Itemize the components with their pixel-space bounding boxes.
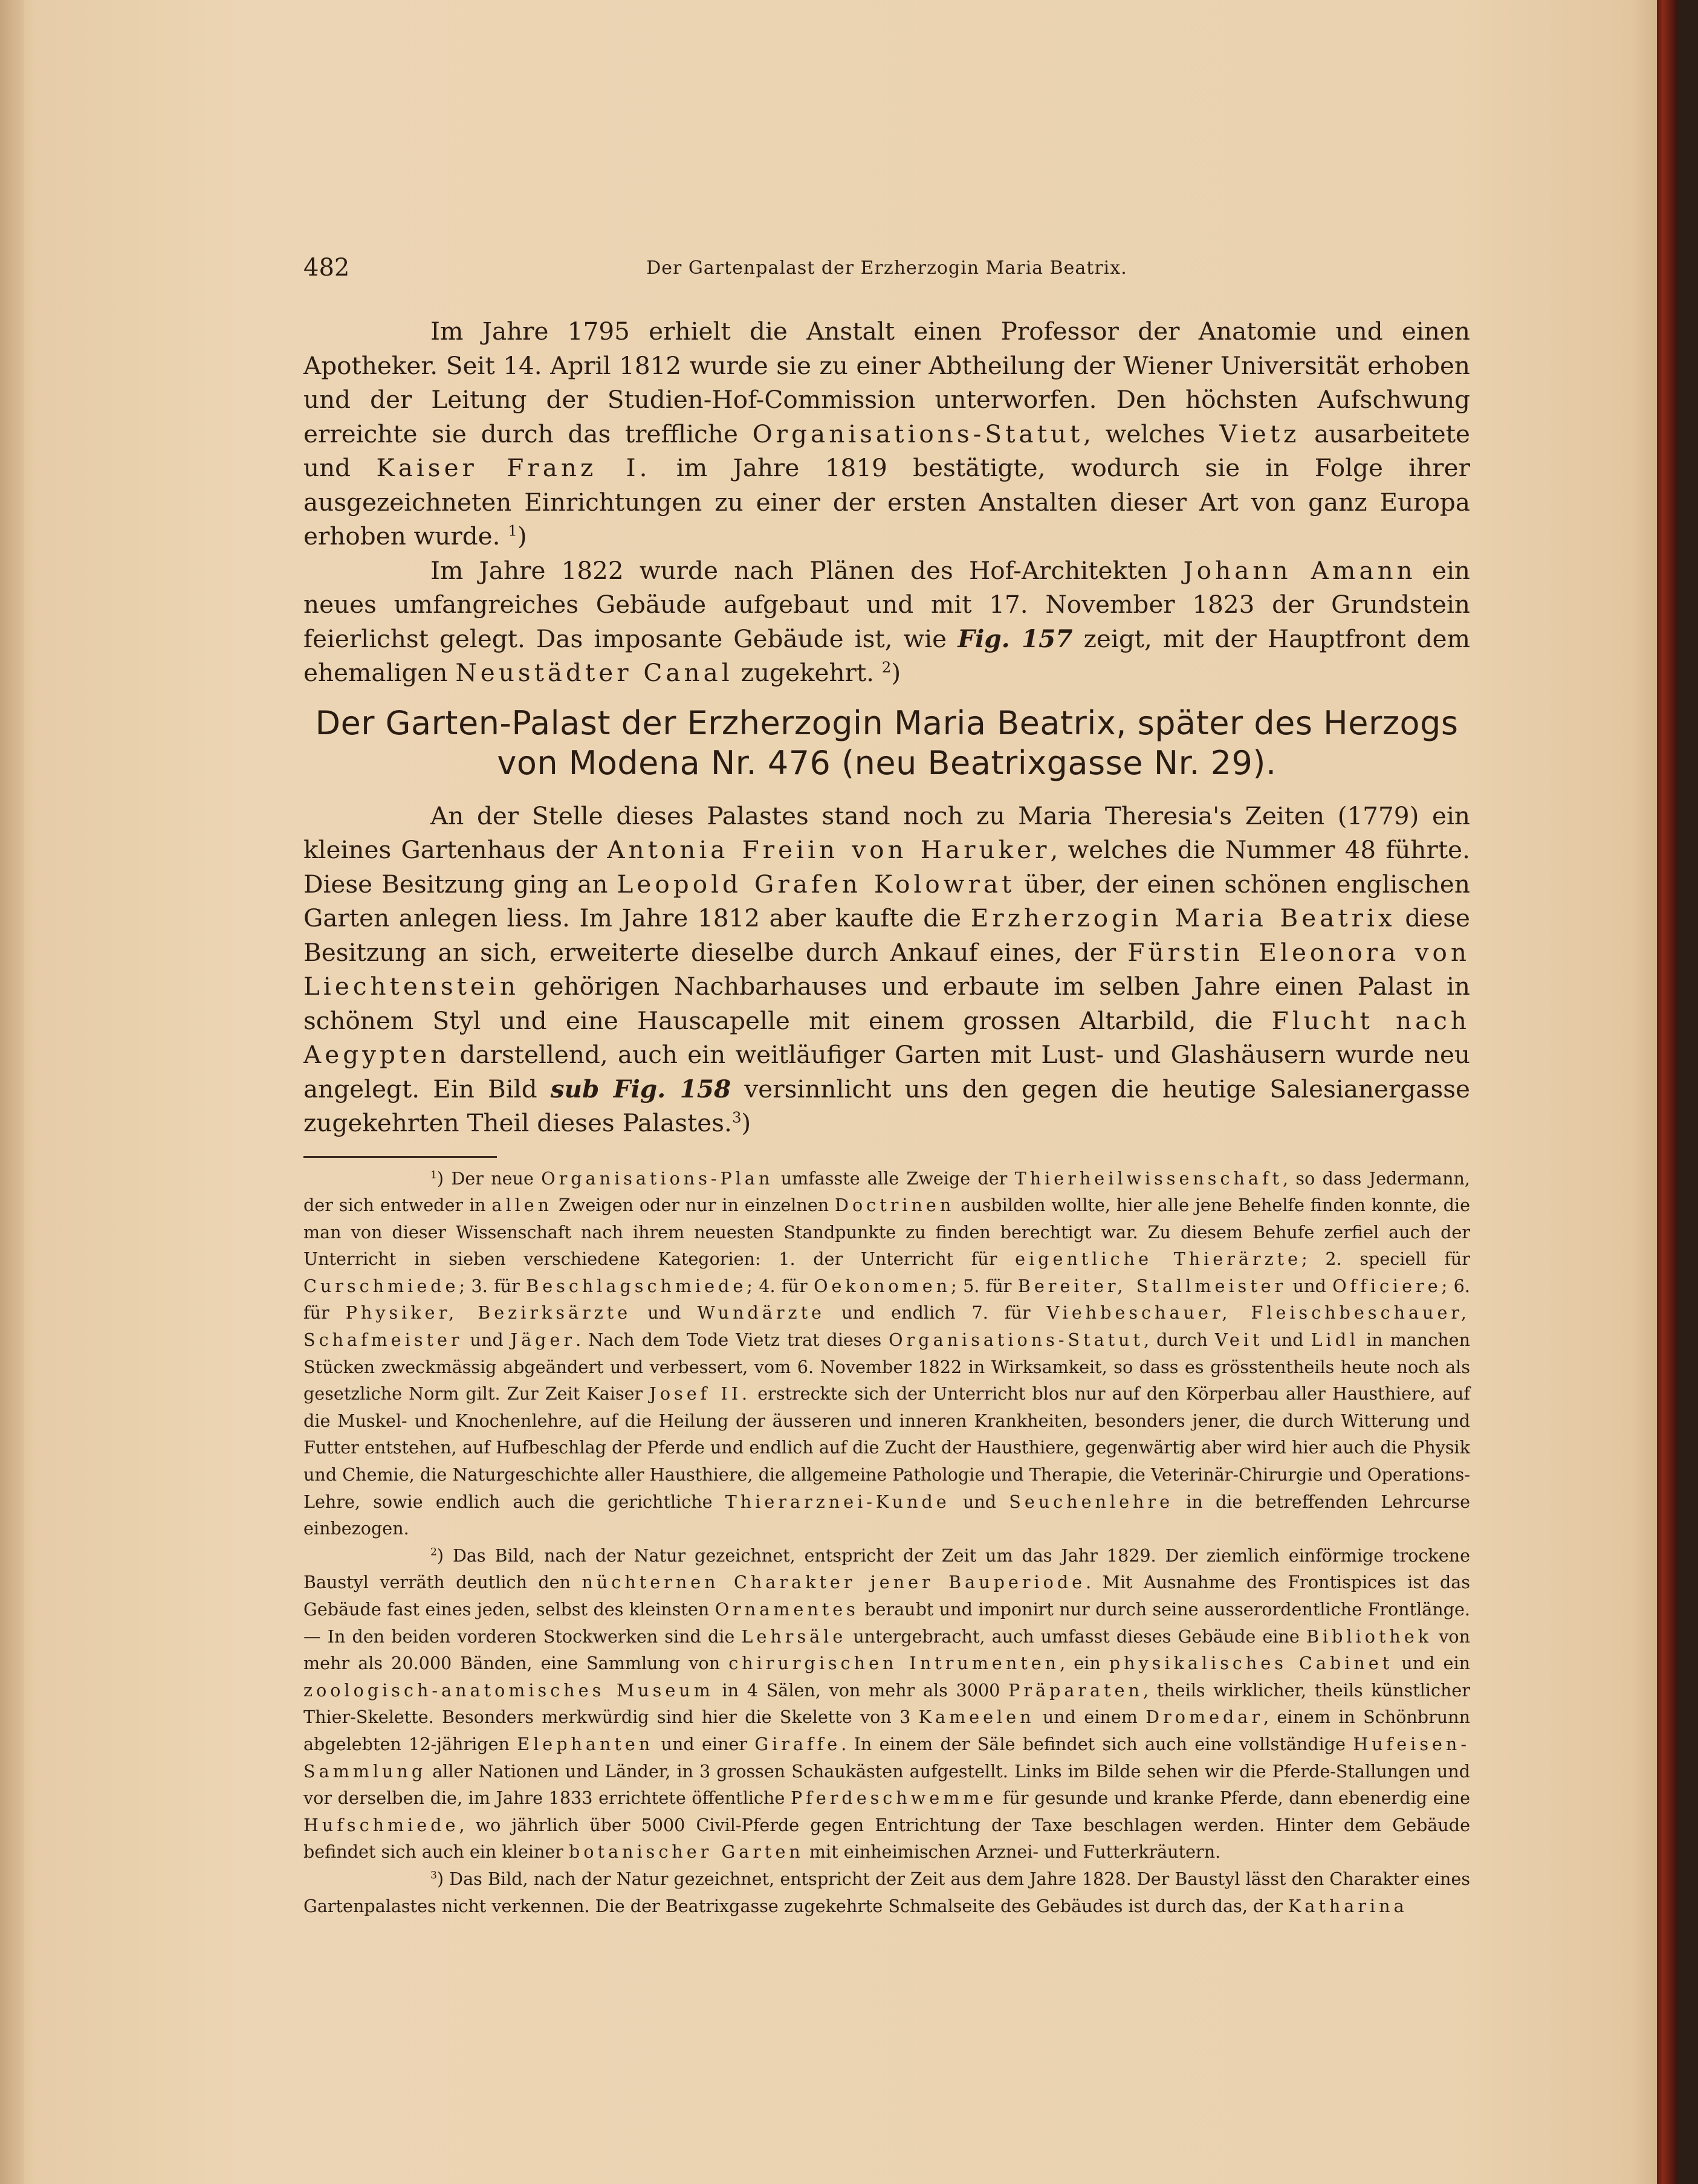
heading-line-2: von Modena Nr. 476 (neu Beatrixgasse Nr. 29). bbox=[497, 743, 1277, 782]
spaced-term: Ornamentes bbox=[715, 1599, 859, 1620]
text: erstreckte sich der Unterricht blos nur auf den Körperbau aller Hausthiere, auf die Muskel- und Knochenlehre, auf die Heilung der äusseren und inneren Krankheiten, besonders jener, die durch Witterung und Futter entstehen, auf Hufbeschlag der Pferde und endlich auf die Zucht der Hausthiere, gegenwärtig aber wird hier auch die Physik und Chemie, die Naturgeschichte aller Hausthiere, die allgemeine Pathologie und Therapie, die Veterinär-Chirurgie und Operations-Lehre, sowie endlich auch die gerichtliche bbox=[303, 1383, 1470, 1512]
text: ) bbox=[891, 658, 901, 687]
text: Im Jahre 1822 wurde nach Plänen des Hof-Architekten bbox=[430, 555, 1184, 585]
spaced-term: Physiker, Bezirksärzte bbox=[345, 1302, 632, 1323]
spaced-name: Leopold Grafen Kolowrat bbox=[617, 869, 1016, 899]
text: ein neues umfangreiches Gebäude aufgebaut und mit 17. November 1823 der Grundstein feierlichst gelegt. Das imposante Gebäude ist, wie bbox=[303, 555, 1470, 653]
text: ) Der neue bbox=[436, 1168, 542, 1189]
text: , ein bbox=[1060, 1653, 1109, 1674]
figure-reference: sub Fig. 158 bbox=[550, 1074, 731, 1103]
spaced-name: Veit bbox=[1214, 1329, 1263, 1351]
text: , welches bbox=[1083, 419, 1220, 448]
spaced-term: Kameelen bbox=[918, 1707, 1035, 1728]
spaced-term: Bibliothek bbox=[1306, 1626, 1433, 1647]
spaced-term: Beschlagschmiede bbox=[526, 1275, 747, 1296]
footnote-3 bbox=[303, 1866, 1470, 1919]
spaced-term: zoologisch-anatomisches Museum bbox=[303, 1679, 714, 1701]
page-left-edge bbox=[0, 0, 24, 2184]
text: und ein bbox=[1393, 1653, 1471, 1674]
footnote-ref-2: 2 bbox=[881, 658, 892, 676]
text: gehörigen Nachbarhauses und erbaute im selben Jahre einen Palast in schönem Styl und eine Hauscapelle mit einem grossen Altarbild, die bbox=[303, 972, 1470, 1035]
spaced-name: Erzherzogin Maria Beatrix bbox=[970, 903, 1396, 932]
text: An der Stelle dieses Palastes stand noch zu Maria Theresia's Zeiten (1779) ein kleines Gartenhaus der bbox=[303, 801, 1470, 864]
text: über, der einen schönen englischen Garten anlegen liess. Im Jahre 1812 aber kaufte die bbox=[303, 869, 1470, 932]
text: in die betreffenden Lehrcurse einbezogen. bbox=[303, 1491, 1470, 1539]
spaced-name: Vietz bbox=[1219, 419, 1300, 448]
text: in 4 Sälen, von mehr als 3000 bbox=[713, 1679, 1009, 1701]
spaced-term: Curschmiede bbox=[303, 1275, 459, 1296]
text: umfasste alle Zweige der bbox=[773, 1168, 1015, 1189]
spaced-term: eigentliche Thierärzte bbox=[1015, 1249, 1302, 1270]
spaced-term: Seuchenlehre bbox=[1009, 1491, 1174, 1512]
footnote-2 bbox=[303, 1542, 1470, 1866]
paragraph-2 bbox=[303, 554, 1470, 690]
spaced-name: Lidl bbox=[1311, 1329, 1359, 1351]
footnote-mark: 3 bbox=[430, 1869, 437, 1882]
spaced-term: allen bbox=[491, 1195, 553, 1216]
text: und endlich 7. für bbox=[825, 1302, 1047, 1323]
spaced-term: Präparaten bbox=[1008, 1679, 1143, 1701]
section-heading bbox=[303, 703, 1470, 783]
footnote-ref-1: 1 bbox=[508, 522, 517, 540]
spaced-name: Katharina bbox=[1288, 1895, 1408, 1916]
spaced-term: Organisations-Statut bbox=[889, 1329, 1144, 1351]
footnote-ref-3: 3 bbox=[731, 1108, 742, 1126]
running-header bbox=[303, 254, 1470, 290]
footnote-mark: 1 bbox=[430, 1168, 437, 1181]
text: ; 3. für bbox=[459, 1275, 527, 1296]
text: zugekehrt. bbox=[733, 658, 882, 687]
text: in manchen Stücken zweckmässig abgeändert und verbessert, vom 6. November 1822 in Wirksamkeit, so dass es grösstentheils heute noch als gesetzliche Norm gilt. Zur Zeit Kaiser bbox=[303, 1329, 1470, 1404]
text: diese Besitzung an sich, erweiterte dieselbe durch Ankauf eines, der bbox=[303, 903, 1470, 967]
footnote-mark: 2 bbox=[430, 1546, 437, 1559]
text: , wo jährlich über 5000 Civil-Pferde gegen Entrichtung der Taxe beschlagen werden. Hinter dem Gebäude befindet sich auch ein kleiner bbox=[303, 1814, 1470, 1863]
spaced-name: Kaiser Franz I. bbox=[376, 453, 651, 482]
footnote-1 bbox=[303, 1165, 1470, 1542]
spaced-term: Jäger bbox=[510, 1329, 576, 1351]
text: und bbox=[1286, 1275, 1333, 1296]
figure-reference: Fig. 157 bbox=[958, 624, 1073, 653]
text: ; 4. für bbox=[747, 1275, 814, 1296]
spaced-term: Neustädter Canal bbox=[455, 658, 733, 687]
spaced-term: Pferdeschwemme bbox=[791, 1788, 997, 1809]
text: . Mit Ausnahme des Frontispices ist das Gebäude fast eines jeden, selbst des kleinsten bbox=[303, 1572, 1471, 1620]
footnote-divider bbox=[303, 1156, 497, 1158]
text: und bbox=[950, 1491, 1009, 1512]
spaced-term: Thierheilwissenschaft bbox=[1014, 1168, 1283, 1189]
text: . In einem der Säle befindet sich auch eine vollständige bbox=[841, 1733, 1353, 1754]
spaced-term: Viehbeschauer, Fleischbeschauer, Schafmeister bbox=[303, 1302, 1470, 1351]
heading-line-1: Der Garten-Palast der Erzherzogin Maria Beatrix, später des Herzogs bbox=[315, 703, 1459, 742]
spaced-term: Oekonomen bbox=[814, 1275, 951, 1296]
text: ) bbox=[741, 1108, 751, 1137]
text: von mehr als 20.000 Bänden, eine Sammlung von bbox=[303, 1626, 1470, 1674]
spaced-term: Flucht nach Aegypten bbox=[303, 1006, 1470, 1069]
book-binding-edge bbox=[1657, 0, 1677, 2184]
text: ausbilden wollte, hier alle jene Behelfe finden konnte, die man von dieser Wissenschaft nach ihrem neuesten Standpunkte zu finden berechtigt war. Zu diesem Behufe zerfiel auch der Unterricht in sieben verschiedene Kategorien: 1. der Unterricht für bbox=[303, 1195, 1470, 1270]
main-text bbox=[303, 314, 1470, 1140]
text: für gesunde und kranke Pferde, dann ebenerdig eine bbox=[997, 1788, 1470, 1809]
text: , durch bbox=[1144, 1329, 1215, 1351]
text: zeigt, mit der Hauptfront dem ehemaligen bbox=[303, 624, 1471, 687]
spaced-term: Organisations-Plan bbox=[541, 1168, 774, 1189]
spaced-name: Johann Amann bbox=[1183, 555, 1416, 585]
text: untergebracht, auch umfasst dieses Gebäude eine bbox=[846, 1626, 1306, 1647]
text: ) Das Bild, nach der Natur gezeichnet, entspricht der Zeit aus dem Jahre 1828. Der Baustyl lässt den Charakter eines Gartenpalastes nicht verkennen. Die der Beatrixgasse zugekehrte Schmalseite des Gebäudes ist durch das, der bbox=[303, 1868, 1470, 1916]
spaced-term: botanischer Garten bbox=[569, 1841, 804, 1863]
running-title: Der Gartenpalast der Erzherzogin Maria Beatrix. bbox=[646, 257, 1127, 279]
text: , so dass Jedermann, der sich entweder in bbox=[303, 1168, 1470, 1216]
spaced-term: Bereiter, Stallmeister bbox=[1017, 1275, 1287, 1296]
text: , theils wirklicher, theils künstlicher Thier-Skelette. Besonders merkwürdig sind hier die Skelette von 3 bbox=[303, 1679, 1470, 1728]
spaced-term: nüchternen Charakter jener Bauperiode bbox=[582, 1572, 1086, 1593]
spaced-term: Thierarznei-Kunde bbox=[725, 1491, 950, 1512]
text: und bbox=[1263, 1329, 1311, 1351]
text: beraubt und imponirt nur durch seine ausserordentliche Frontlänge. — In den beiden vorderen Stockwerken sind die bbox=[303, 1599, 1470, 1647]
spaced-name: Antonia Freiin von Haruker bbox=[607, 835, 1051, 864]
text: und bbox=[462, 1329, 511, 1351]
text: , welches die Nummer 48 führte. Diese Besitzung ging an bbox=[303, 835, 1470, 899]
text: ; 5. für bbox=[951, 1275, 1018, 1296]
spaced-term: physikalisches Cabinet bbox=[1109, 1653, 1393, 1674]
text: ) bbox=[517, 522, 527, 551]
text: und bbox=[631, 1302, 698, 1323]
spaced-term: Lehrsäle bbox=[741, 1626, 847, 1647]
text: Zweigen oder nur in einzelnen bbox=[552, 1195, 835, 1216]
page-number: 482 bbox=[303, 254, 350, 282]
footnotes bbox=[303, 1165, 1470, 1920]
paragraph-3 bbox=[303, 799, 1470, 1140]
spaced-term: Officiere bbox=[1332, 1275, 1442, 1296]
text: aller Nationen und Länder, in 3 grossen Schaukästen aufgestellt. Links im Bilde sehen wir die Pferde-Stallungen und vor derselben die, im Jahre 1833 errichtete öffentliche bbox=[303, 1760, 1470, 1809]
spaced-term: chirurgischen Intrumenten bbox=[728, 1653, 1060, 1674]
text: ; 2. speciell für bbox=[1301, 1249, 1470, 1270]
text: , einem in Schönbrunn abgelebten 12-jährigen bbox=[303, 1707, 1471, 1754]
text: ) Das Bild, nach der Natur gezeichnet, entspricht der Zeit um das Jahr 1829. Der ziemlich einförmige trockene Baustyl verräth deutlich den bbox=[303, 1545, 1470, 1593]
spaced-term: Organisations-Statut bbox=[752, 419, 1084, 448]
spaced-term: Doctrinen bbox=[835, 1195, 955, 1216]
spaced-term: Hufschmiede bbox=[303, 1814, 459, 1835]
text: und einer bbox=[653, 1733, 755, 1754]
text: ; 6. für bbox=[303, 1275, 1470, 1323]
spaced-term: Giraffe bbox=[754, 1733, 841, 1754]
text: ausarbeitete und bbox=[303, 419, 1470, 482]
spaced-name: Josef II. bbox=[649, 1383, 751, 1404]
text: mit einheimischen Arznei- und Futterkräutern. bbox=[803, 1841, 1221, 1863]
spaced-term: Wundärzte bbox=[697, 1302, 825, 1323]
spaced-term: Elephanten bbox=[517, 1733, 654, 1754]
spaced-term: Dromedar bbox=[1146, 1707, 1264, 1728]
page-content bbox=[303, 254, 1470, 1919]
text: . Nach dem Tode Vietz trat dieses bbox=[575, 1329, 889, 1351]
text: Im Jahre 1795 erhielt die Anstalt einen Professor der Anatomie und einen Apotheker. Seit 14. April 1812 wurde sie zu einer Abtheilung der Wiener Universität erhoben und der Leitung der Studien-Hof-Commission unterworfen. Den höchsten Aufschwung erreichte sie durch das treffliche bbox=[303, 317, 1470, 448]
text: im Jahre 1819 bestätigte, wodurch sie in Folge ihrer ausgezeichneten Einrichtungen zu einer der ersten Anstalten dieser Art von ganz Europa erhoben wurde. bbox=[303, 453, 1470, 551]
spaced-term: Hufeisen-Sammlung bbox=[303, 1733, 1470, 1782]
text: darstellend, auch ein weitläufiger Garten mit Lust- und Glashäusern wurde neu angelegt. Ein Bild bbox=[303, 1040, 1470, 1103]
text: und einem bbox=[1034, 1707, 1146, 1728]
paragraph-1 bbox=[303, 314, 1470, 554]
spaced-name: Fürstin Eleonora von Liechtenstein bbox=[303, 937, 1470, 1001]
text: versinnlicht uns den gegen die heutige Salesianergasse zugekehrten Theil dieses Palastes. bbox=[303, 1074, 1470, 1137]
